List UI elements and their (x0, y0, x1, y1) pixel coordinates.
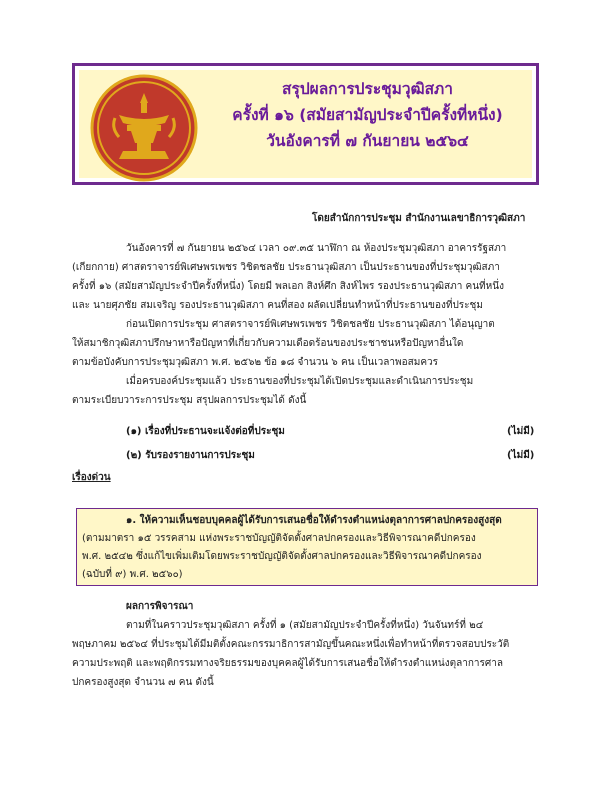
header-banner (72, 63, 539, 185)
result-line: พฤษภาคม ๒๕๖๔ ที่ประชุมได้มีมติตั้งคณะกรรมาธิการสามัญขึ้นคณะหนึ่งเพื่อทำหน้าที่ตรวจสอบประวัติ (72, 639, 510, 650)
intro-line: ครั้งที่ ๑๖ (สมัยสามัญประจำปีครั้งที่หนึ่ง) โดยมี พลเอก สิงห์ศึก สิงห์ไพร รองประธานวุฒิสภา คนที่หนึ่ง (72, 281, 504, 292)
byline: โดยสำนักการประชุม สำนักงานเลขาธิการวุฒิสภา (312, 213, 526, 224)
agenda-box-line: (ตามมาตรา ๑๕ วรรคสาม แห่งพระราชบัญญัติจัดตั้งศาลปกครองและวิธีพิจารณาคดีปกครอง (82, 533, 476, 544)
intro-line: วันอังคารที่ ๗ กันยายน ๒๕๖๔ เวลา ๐๙.๓๕ นาฬิกา ณ ห้องประชุมวุฒิสภา อาคารรัฐสภา (126, 243, 507, 254)
agenda-item-label: (๑) เรื่องที่ประธานจะแจ้งต่อที่ประชุม (126, 426, 285, 437)
parliament-emblem-icon (85, 73, 203, 183)
intro-line: ก่อนเปิดการประชุม ศาสตราจารย์พิเศษพรเพชร วิชิตชลชัย ประธานวุฒิสภา ได้อนุญาต (126, 319, 495, 330)
result-line: ปกครองสูงสุด จำนวน ๗ คน ดังนี้ (72, 677, 214, 688)
result-line: ความประพฤติ และพฤติกรรมทางจริยธรรมของบุคคลผู้ได้รับการเสนอชื่อให้ดำรงตำแหน่งตุลาการศาล (72, 658, 503, 669)
title-line-2: ครั้งที่ ๑๖ (สมัยสามัญประจำปีครั้งที่หนึ่ง) (232, 106, 503, 124)
agenda-box-line: (ฉบับที่ ๙) พ.ศ. ๒๕๖๐) (82, 569, 183, 580)
banner-background (79, 70, 532, 178)
agenda-box-title: ๑. ให้ความเห็นชอบบุคคลผู้ได้รับการเสนอชื่อให้ดำรงตำแหน่งตุลาการศาลปกครองสูงสุด (126, 515, 502, 526)
agenda-box-line: พ.ศ. ๒๕๔๒ ซึ่งแก้ไขเพิ่มเติมโดยพระราชบัญญัติจัดตั้งศาลปกครองและวิธีพิจารณาคดีปกครอง (82, 551, 482, 562)
intro-line: (เกียกกาย) ศาสตราจารย์พิเศษพรเพชร วิชิตชลชัย ประธานวุฒิสภา เป็นประธานของที่ประชุมวุฒิสภา (72, 262, 500, 273)
urgent-heading: เรื่องด่วน (72, 472, 111, 483)
agenda-item-status: (ไม่มี) (507, 426, 535, 437)
intro-line: ให้สมาชิกวุฒิสภาปรึกษาหารือปัญหาที่เกี่ยวกับความเดือดร้อนของประชาชนหรือปัญหาอื่นใด (72, 338, 464, 349)
intro-line: และ นายศุภชัย สมเจริญ รองประธานวุฒิสภา คนที่สอง ผลัดเปลี่ยนทำหน้าที่ประธานของที่ประชุม (72, 300, 483, 311)
agenda-item-status: (ไม่มี) (507, 450, 535, 461)
result-heading: ผลการพิจารณา (126, 601, 194, 612)
agenda-item-label: (๒) รับรองรายงานการประชุม (126, 450, 255, 461)
title-line-1: สรุปผลการประชุมวุฒิสภา (282, 80, 453, 98)
title-block (207, 76, 528, 154)
result-line: ตามที่ในคราวประชุมวุฒิสภา ครั้งที่ ๑ (สมัยสามัญประจำปีครั้งที่หนึ่ง) วันจันทร์ที่ ๒๔ (126, 620, 484, 631)
intro-line: ตามระเบียบวาระการประชุม สรุปผลการประชุมได้ ดังนี้ (72, 395, 307, 406)
intro-line: เมื่อครบองค์ประชุมแล้ว ประธานของที่ประชุมได้เปิดประชุมและดำเนินการประชุม (126, 376, 474, 387)
title-line-3: วันอังคารที่ ๗ กันยายน ๒๕๖๔ (266, 132, 469, 150)
intro-line: ตามข้อบังคับการประชุมวุฒิสภา พ.ศ. ๒๕๖๒ ข้อ ๑๘ จำนวน ๖ คน เป็นเวลาพอสมควร (72, 357, 438, 368)
